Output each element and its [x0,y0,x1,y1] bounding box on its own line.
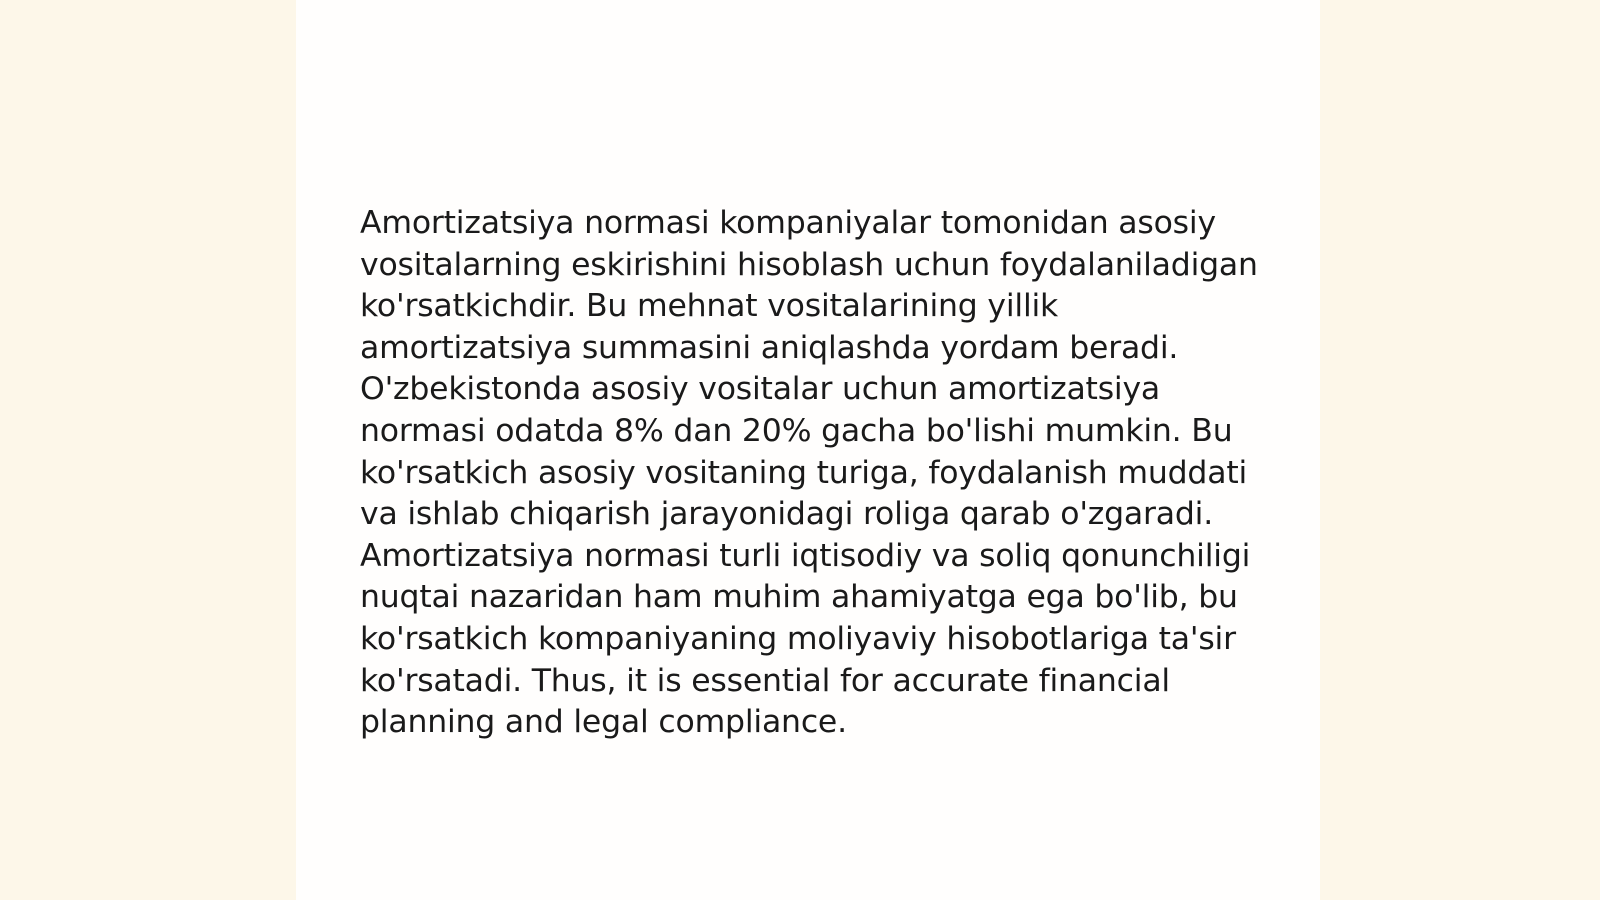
document-body-text: Amortizatsiya normasi kompaniyalar tomonidan asosiy vositalarning eskirishini hisoblash uchun foydalaniladigan ko'rsatkichdir. Bu mehnat vositalarining yillik amortizatsiya summasini aniqlashda yordam beradi. O'zbekistonda asosiy vositalar uchun amortizatsiya normasi odatda 8% dan 20% gacha bo'lishi mumkin. Bu ko'rsatkich asosiy vositaning turiga, foydalanish muddati va ishlab chiqarish jarayonidagi roliga qarab o'zgaradi. Amortizatsiya normasi turli iqtisodiy va soliq qonunchiligi nuqtai nazaridan ham muhim ahamiyatga ega bo'lib, bu ko'rsatkich kompaniyaning moliyaviy hisobotlariga ta'sir ko'rsatadi. Thus, it is essential for accurate financial planning and legal compliance. [360,205,1258,741]
document-sheet [296,0,1320,900]
